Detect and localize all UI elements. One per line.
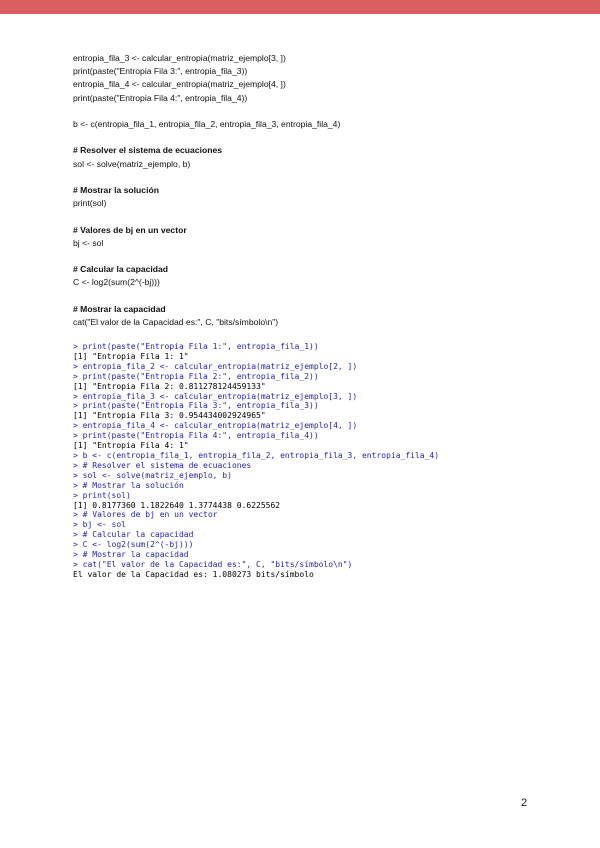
- console-output-line: [1] "Entropia Fila 3: 0.954434002924965": [73, 411, 266, 421]
- console-input-line: > print(sol): [73, 490, 131, 500]
- header-bar: [0, 0, 600, 14]
- console-input-line: > entropia_fila_4 <- calcular_entropia(matriz_ejemplo[4, ]): [73, 421, 358, 431]
- code-comment-line: # Calcular la capacidad: [73, 264, 169, 275]
- console-input-line: > # Resolver el sistema de ecuaciones: [73, 460, 252, 470]
- console-output-line: [1] "Entropia Fila 4: 1": [73, 441, 189, 451]
- code-line: print(sol): [73, 198, 107, 209]
- console-output-line: [1] 0.8177360 1.1822640 1.3774438 0.6225562: [73, 500, 281, 510]
- console-input-line: > # Mostrar la capacidad: [73, 550, 189, 560]
- code-line: [73, 290, 553, 303]
- console-input-line: > # Valores de bj en un vector: [73, 510, 218, 520]
- console-input-line: > print(paste("Entropia Fila 1:", entropia_fila_1)): [73, 342, 319, 351]
- code-line: entropia_fila_4 <- calcular_entropia(matriz_ejemplo[4, ]): [73, 79, 286, 90]
- r-script-code: [73, 52, 553, 329]
- code-line: [73, 171, 553, 184]
- code-line: [73, 105, 553, 118]
- console-input-line: > entropia_fila_3 <- calcular_entropia(matriz_ejemplo[3, ]): [73, 391, 358, 401]
- code-line: [73, 131, 553, 144]
- code-line: entropia_fila_3 <- calcular_entropia(matriz_ejemplo[3, ]): [73, 53, 286, 63]
- code-comment-line: # Valores de bj en un vector: [73, 224, 187, 235]
- code-line: C <- log2(sum(2^(-bj))): [73, 277, 160, 288]
- code-line: sol <- solve(matriz_ejemplo, b): [73, 158, 191, 169]
- code-line: print(paste("Entropia Fila 3:", entropia_fila_3)): [73, 66, 248, 77]
- code-line: bj <- sol: [73, 237, 104, 248]
- page-number: 2: [521, 797, 528, 809]
- console-input-line: > # Mostrar la solución: [73, 480, 184, 490]
- console-input-line: > # Calcular la capacidad: [73, 530, 194, 540]
- code-line: [73, 210, 553, 223]
- code-line: [73, 250, 553, 263]
- r-console-screenshot: [73, 342, 543, 580]
- console-output-line: [1] "Entropia Fila 2: 0.811278124459133": [73, 381, 266, 391]
- code-comment-line: # Mostrar la capacidad: [73, 303, 166, 314]
- console-output-line: [1] "Entropia Fila 1: 1": [73, 351, 189, 361]
- code-comment-line: # Resolver el sistema de ecuaciones: [73, 145, 223, 156]
- console-input-line: > print(paste("Entropia Fila 4:", entropia_fila_4)): [73, 431, 319, 441]
- console-input-line: > print(paste("Entropia Fila 3:", entropia_fila_3)): [73, 401, 319, 411]
- console-output-line: El valor de la Capacidad es: 1.080273 bits/símbolo: [73, 569, 314, 579]
- console-input-line: > b <- c(entropia_fila_1, entropia_fila_2, entropia_fila_3, entropia_fila_4): [73, 450, 440, 460]
- code-line: b <- c(entropia_fila_1, entropia_fila_2, entropia_fila_3, entropia_fila_4): [73, 119, 341, 129]
- code-line: print(paste("Entropia Fila 4:", entropia_fila_4)): [73, 92, 248, 103]
- console-input-line: > C <- log2(sum(2^(-bj))): [73, 540, 194, 550]
- console-input-line: > bj <- sol: [73, 520, 126, 530]
- console-input-line: > entropia_fila_2 <- calcular_entropia(matriz_ejemplo[2, ]): [73, 361, 358, 371]
- code-line: cat("El valor de la Capacidad es:", C, "bits/símbolo\n"): [73, 316, 279, 327]
- console-input-line: > cat("El valor de la Capacidad es:", C, "bits/símbolo\n"): [73, 559, 353, 569]
- console-input-line: > sol <- solve(matriz_ejemplo, b): [73, 470, 232, 480]
- code-comment-line: # Mostrar la solución: [73, 184, 159, 195]
- console-input-line: > print(paste("Entropia Fila 2:", entropia_fila_2)): [73, 371, 319, 381]
